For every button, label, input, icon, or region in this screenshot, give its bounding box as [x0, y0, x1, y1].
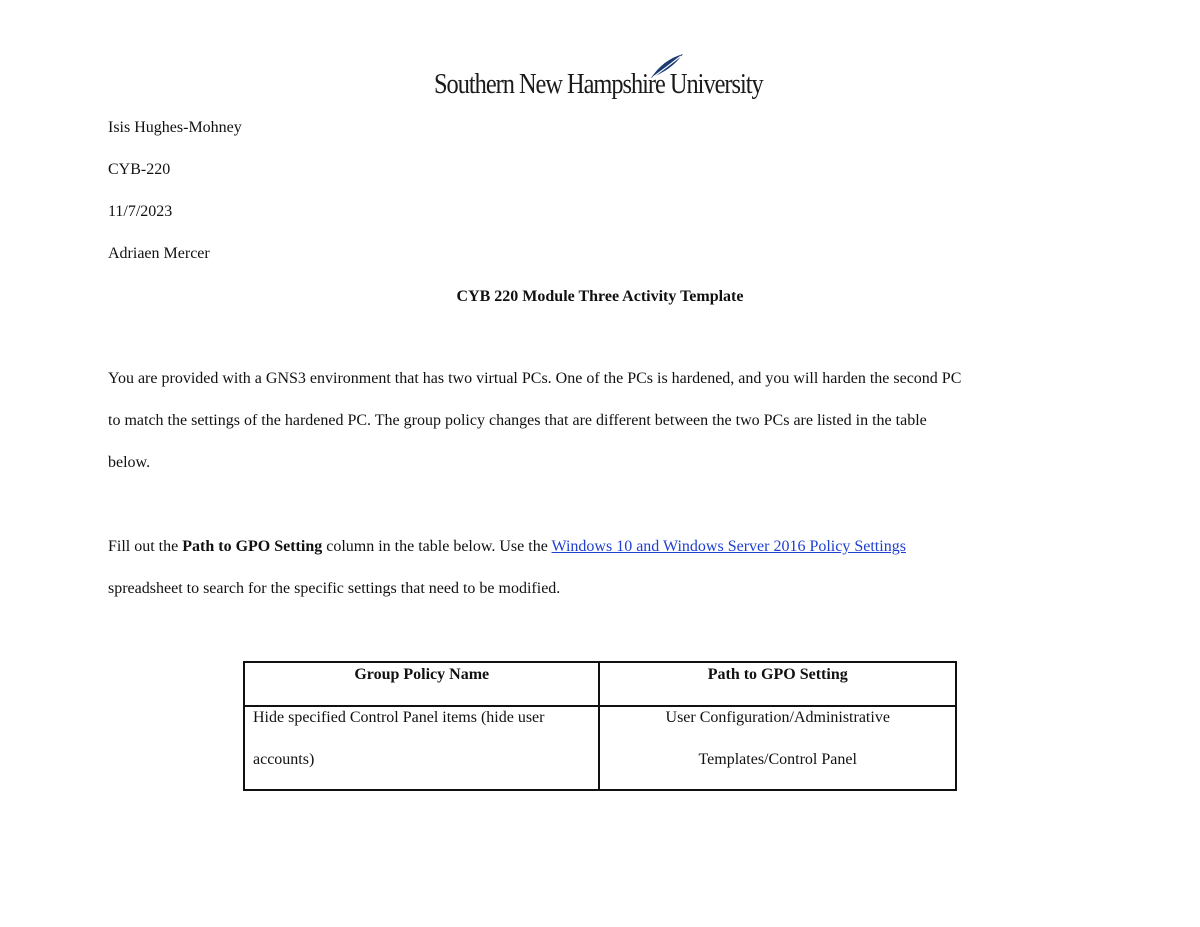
gpo-path-line-1: User Configuration/Administrative	[665, 709, 890, 726]
logo-wordmark: Southern New Hampshire University	[434, 68, 763, 100]
course-code: CYB-220	[108, 161, 171, 178]
author-name: Isis Hughes-Mohney	[108, 119, 242, 136]
snhu-logo	[434, 52, 766, 106]
header-path-to-gpo-setting: Path to GPO Setting	[599, 662, 956, 706]
intro-paragraph-line-3: below.	[108, 454, 151, 471]
gpo-table	[243, 661, 957, 791]
cell-policy-name	[244, 706, 599, 790]
instruction-prefix: Fill out the	[108, 538, 183, 555]
policy-name-line-1: Hide specified Control Panel items (hide user	[253, 709, 545, 726]
policy-name-line-2: accounts)	[253, 751, 315, 768]
instructor-name: Adriaen Mercer	[108, 245, 210, 262]
intro-paragraph-line-1: You are provided with a GNS3 environment that has two virtual PCs. One of the PCs is hardened, and you will harden the second PC	[108, 370, 962, 387]
table-row	[244, 706, 956, 790]
policy-settings-link[interactable]: Windows 10 and Windows Server 2016 Policy Settings	[551, 538, 906, 555]
instruction-paragraph-line-1	[108, 538, 906, 556]
submission-date: 11/7/2023	[108, 203, 173, 220]
header-group-policy-name: Group Policy Name	[244, 662, 599, 706]
instruction-paragraph-line-2: spreadsheet to search for the specific settings that need to be modified.	[108, 580, 561, 597]
gpo-path-line-2: Templates/Control Panel	[698, 751, 857, 768]
document-title: CYB 220 Module Three Activity Template	[456, 288, 744, 305]
instruction-middle: column in the table below. Use the	[322, 538, 552, 555]
cell-gpo-path	[599, 706, 956, 790]
leaf-icon	[647, 52, 687, 82]
instruction-bold-column-name: Path to GPO Setting	[182, 538, 323, 555]
intro-paragraph-line-2: to match the settings of the hardened PC. The group policy changes that are different between the two PCs are listed in the table	[108, 412, 927, 429]
